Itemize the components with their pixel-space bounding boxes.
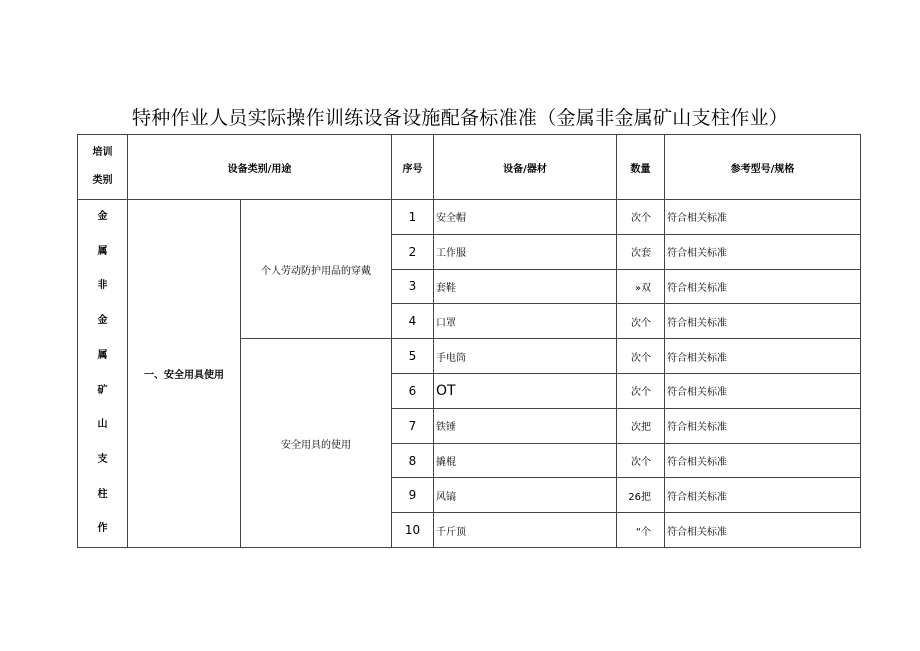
row-item: 风镐 bbox=[434, 478, 617, 513]
row-qty: 次个 bbox=[617, 339, 665, 374]
category-char: 山 bbox=[97, 419, 108, 431]
group-cell-ppe: 个人劳动防护用品的穿戴 bbox=[241, 200, 392, 339]
row-qty: 26把 bbox=[617, 478, 665, 513]
row-spec: 符合相关标准 bbox=[665, 339, 861, 374]
header-category-line2: 类别 bbox=[92, 175, 113, 186]
row-seq: 2 bbox=[392, 234, 434, 269]
row-item: 铁锤 bbox=[434, 408, 617, 443]
row-qty: 次套 bbox=[617, 234, 665, 269]
row-qty: 次把 bbox=[617, 408, 665, 443]
row-item: 撬棍 bbox=[434, 443, 617, 478]
row-seq: 4 bbox=[392, 304, 434, 339]
row-qty: 次个 bbox=[617, 304, 665, 339]
row-item: 套鞋 bbox=[434, 269, 617, 304]
row-seq: 7 bbox=[392, 408, 434, 443]
table-row bbox=[78, 200, 861, 235]
category-char: 属 bbox=[97, 349, 108, 361]
category-char: 金 bbox=[97, 211, 108, 222]
category-char: 非 bbox=[97, 280, 108, 292]
row-item: OT bbox=[434, 374, 617, 409]
row-spec: 符合相关标准 bbox=[665, 443, 861, 478]
header-spec: 参考型号/规格 bbox=[665, 135, 861, 200]
row-spec: 符合相关标准 bbox=[665, 234, 861, 269]
document-title: 特种作业人员实际操作训练设备设施配备标准准（金属非金属矿山支柱作业） bbox=[131, 107, 789, 129]
row-item: 手电筒 bbox=[434, 339, 617, 374]
row-seq: 9 bbox=[392, 478, 434, 513]
equipment-table bbox=[77, 134, 861, 548]
row-qty: 次个 bbox=[617, 443, 665, 478]
row-qty: 次个 bbox=[617, 374, 665, 409]
group-cell-tools: 安全用具的使用 bbox=[241, 339, 392, 548]
row-seq: 10 bbox=[392, 513, 434, 548]
row-qty: »双 bbox=[617, 269, 665, 304]
row-item: 安全帽 bbox=[434, 200, 617, 235]
row-seq: 8 bbox=[392, 443, 434, 478]
category-char: 柱 bbox=[97, 488, 108, 500]
header-seq: 序号 bbox=[392, 135, 434, 200]
row-item: 口罩 bbox=[434, 304, 617, 339]
row-item: 工作服 bbox=[434, 234, 617, 269]
row-spec: 符合相关标准 bbox=[665, 200, 861, 235]
header-category-line1: 培训 bbox=[92, 147, 113, 158]
category-char: 支 bbox=[97, 453, 108, 465]
header-quantity: 数量 bbox=[617, 135, 665, 200]
category-char: 矿 bbox=[97, 384, 108, 396]
category-char: 作 bbox=[97, 523, 108, 535]
row-spec: 符合相关标准 bbox=[665, 478, 861, 513]
category-char: 属 bbox=[97, 245, 108, 257]
row-qty: 次个 bbox=[617, 200, 665, 235]
row-spec: 符合相关标准 bbox=[665, 513, 861, 548]
row-spec: 符合相关标准 bbox=[665, 269, 861, 304]
row-qty: “个 bbox=[617, 513, 665, 548]
row-item: 千斤顶 bbox=[434, 513, 617, 548]
row-spec: 符合相关标准 bbox=[665, 408, 861, 443]
section-cell: 一、安全用具使用 bbox=[128, 200, 241, 548]
header-category bbox=[78, 135, 128, 200]
row-seq: 1 bbox=[392, 200, 434, 235]
header-equipment: 设备/器材 bbox=[434, 135, 617, 200]
row-spec: 符合相关标准 bbox=[665, 304, 861, 339]
category-char: 金 bbox=[97, 315, 108, 327]
row-seq: 3 bbox=[392, 269, 434, 304]
category-cell bbox=[78, 200, 128, 548]
header-equipment-type: 设备类别/用途 bbox=[128, 135, 392, 200]
row-seq: 6 bbox=[392, 374, 434, 409]
row-seq: 5 bbox=[392, 339, 434, 374]
header-row bbox=[78, 135, 861, 200]
row-spec: 符合相关标准 bbox=[665, 374, 861, 409]
